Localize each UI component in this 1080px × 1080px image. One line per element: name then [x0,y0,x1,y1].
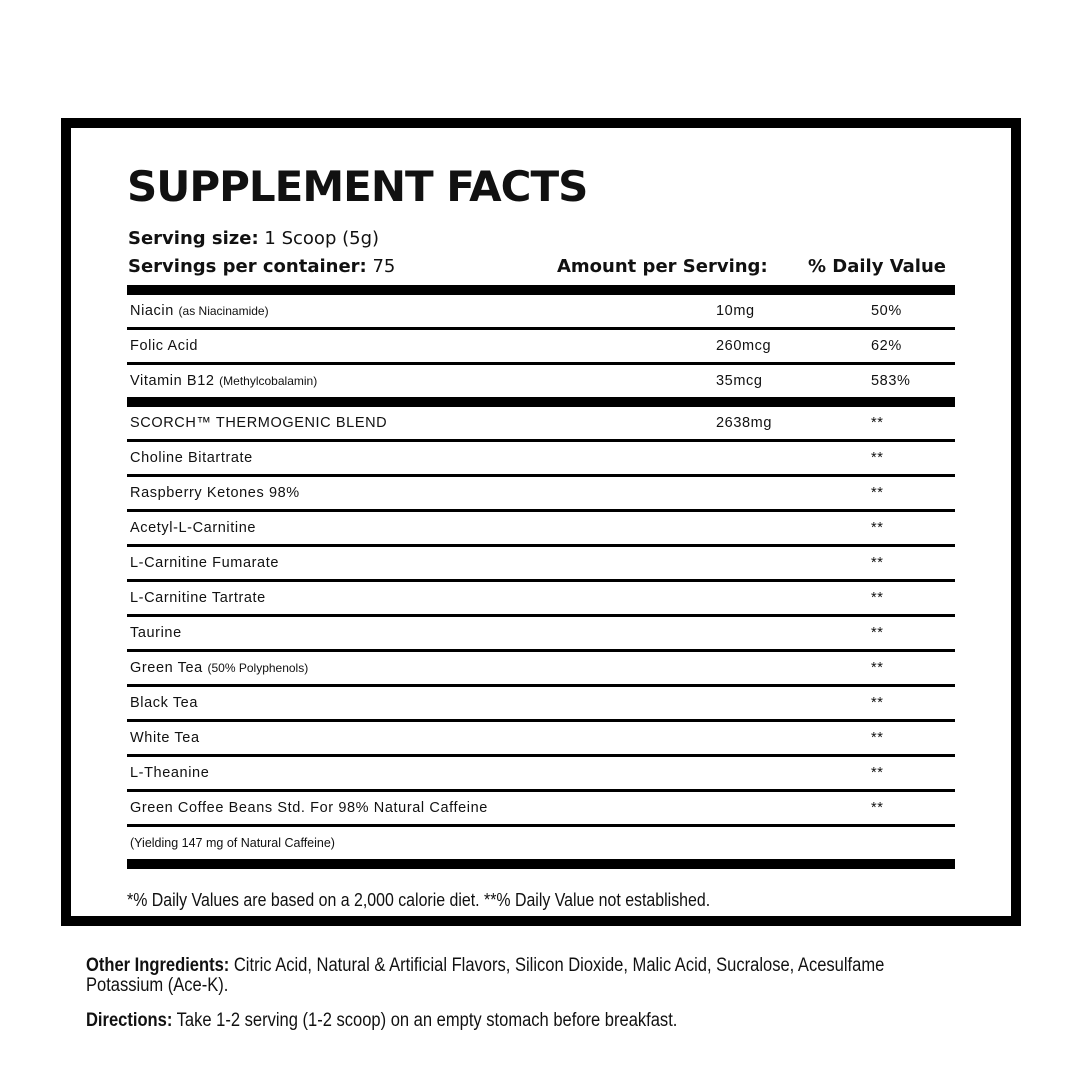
ingredient-dv: 50% [871,303,902,319]
ingredient-dv: ** [871,800,884,816]
other-ingredients [86,956,965,996]
ingredient-dv: ** [871,555,884,571]
ingredient-name: Folic Acid [130,338,199,354]
ingredient-dv: ** [871,730,884,746]
blend-note-row [127,827,955,859]
ingredient-dv: 583% [871,373,911,389]
table-row [127,547,955,582]
ingredient-dv: ** [871,520,884,536]
ingredient-name: Green Tea [130,660,203,676]
daily-value-footnote: *% Daily Values are based on a 2,000 calorie diet. **% Daily Value not established. [127,889,711,910]
directions-label: Directions: [86,1010,173,1031]
other-ingredients-label: Other Ingredients: [86,955,230,976]
table-row [127,757,955,792]
serving-size-label: Serving size: [128,228,259,249]
facts-table [127,285,955,869]
ingredient-name: L-Carnitine Tartrate [130,590,266,606]
ingredient-name: White Tea [130,730,200,746]
directions [86,1010,677,1032]
ingredient-name: L-Theanine [130,765,210,781]
ingredient-amount: 2638mg [716,415,772,431]
daily-value-header: % Daily Value [807,256,946,277]
servings-per-container [128,256,395,278]
ingredient-sub: (50% Polyphenols) [207,661,309,675]
ingredient-name: Niacin [130,303,174,319]
other-ingredients-text: Citric Acid, Natural & Artificial Flavors, Silicon Dioxide, Malic Acid, Sucralose, Acesulfame Potassium (Ace-K). [86,955,885,996]
ingredient-name: Acetyl-L-Carnitine [130,520,257,536]
ingredient-name: Green Coffee Beans Std. For 98% Natural Caffeine [130,800,488,816]
ingredient-name: Black Tea [130,695,199,711]
ingredient-dv: ** [871,660,884,676]
thick-divider [127,859,955,869]
ingredient-name: Choline Bitartrate [130,450,253,466]
table-row [127,652,955,687]
table-row [127,477,955,512]
table-row [127,365,955,397]
ingredient-name: Raspberry Ketones 98% [130,485,300,501]
table-row [127,687,955,722]
ingredient-name: SCORCH™ THERMOGENIC BLEND [130,415,388,431]
ingredient-sub: (as Niacinamide) [178,304,269,318]
table-row [127,512,955,547]
thick-divider [127,397,955,407]
table-row [127,617,955,652]
ingredient-dv: ** [871,485,884,501]
panel-title: SUPPLEMENT FACTS [127,162,588,211]
supplement-facts-panel [61,118,1021,926]
table-row [127,407,955,442]
ingredient-name: Taurine [130,625,182,641]
table-row [127,792,955,827]
ingredient-amount: 260mcg [716,338,772,354]
ingredient-dv: ** [871,625,884,641]
thick-divider [127,285,955,295]
ingredient-dv: ** [871,415,884,431]
amount-header: Amount per Serving: [557,256,768,277]
ingredient-amount: 10mg [716,303,755,319]
directions-text: Take 1-2 serving (1-2 scoop) on an empty stomach before breakfast. [172,1010,678,1031]
ingredient-dv: ** [871,695,884,711]
servings-value: 75 [372,256,396,277]
serving-size [128,228,379,250]
ingredient-sub: (Methylcobalamin) [219,374,318,388]
ingredient-dv: 62% [871,338,902,354]
ingredient-name: L-Carnitine Fumarate [130,555,279,571]
table-row [127,330,955,365]
table-row [127,722,955,757]
table-row [127,442,955,477]
serving-size-value: 1 Scoop (5g) [264,228,380,249]
table-row [127,582,955,617]
table-row [127,295,955,330]
servings-label: Servings per container: [128,256,367,277]
ingredient-dv: ** [871,450,884,466]
blend-note: (Yielding 147 mg of Natural Caffeine) [130,836,335,850]
ingredient-amount: 35mcg [716,373,763,389]
ingredient-dv: ** [871,765,884,781]
ingredient-dv: ** [871,590,884,606]
ingredient-name: Vitamin B12 [130,373,215,389]
